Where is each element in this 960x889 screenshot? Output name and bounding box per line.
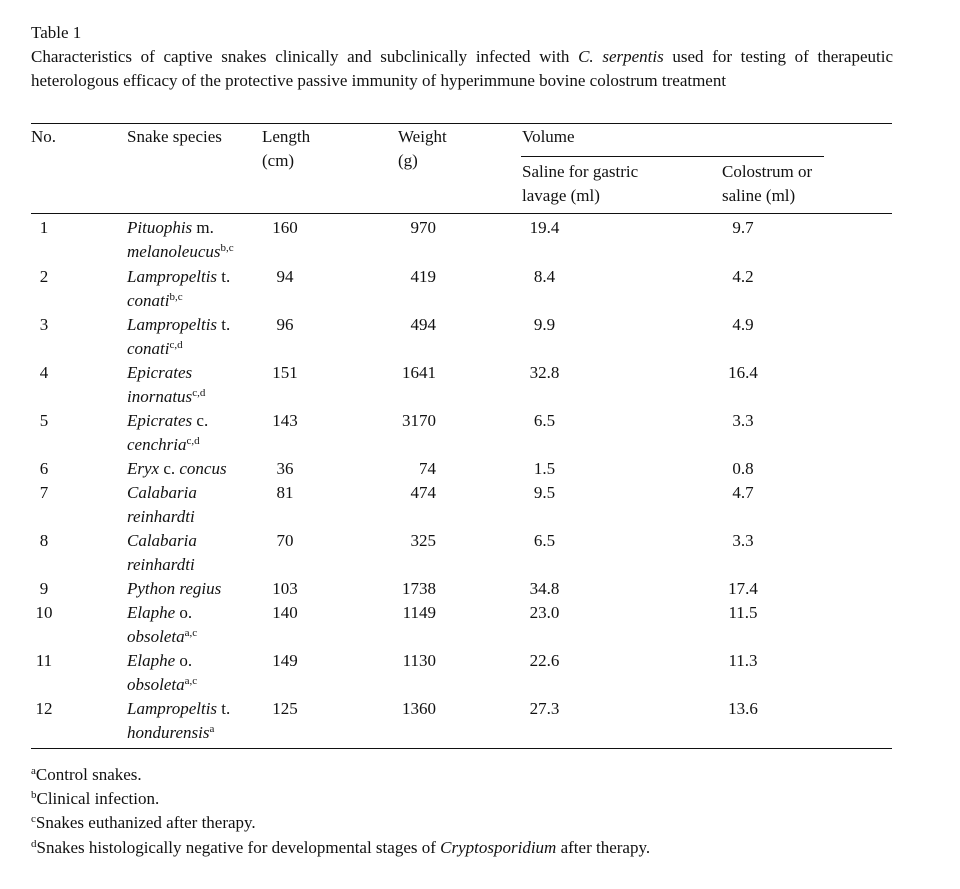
- caption-organism: C. serpentis: [578, 47, 664, 66]
- table-caption: [31, 45, 893, 93]
- cell-weight: 474: [410, 483, 436, 502]
- cell-colostrum: 0.8: [732, 459, 754, 478]
- table-row: [0, 409, 960, 459]
- footnote-a: [31, 763, 142, 787]
- header-volume: Volume: [522, 127, 575, 146]
- species-genus: Eryx: [127, 459, 160, 478]
- table-label: Table 1: [31, 23, 82, 42]
- cell-saline: 34.8: [529, 579, 560, 598]
- species-footnote-mark: c,d: [186, 435, 200, 447]
- species-genus: Elaphe: [127, 603, 176, 622]
- species-epithet: obsoleta: [127, 675, 185, 694]
- species-epithet: obsoleta: [127, 627, 185, 646]
- header-no: No.: [31, 127, 57, 146]
- cell-colostrum: 4.9: [732, 315, 754, 334]
- cell-length: 36: [276, 459, 294, 478]
- footnote-d-text-end: after therapy.: [556, 838, 651, 857]
- footnote-d-mark: d: [31, 838, 37, 850]
- species-abbrev: t.: [221, 315, 231, 334]
- cell-species: [127, 457, 262, 481]
- table-row: [0, 481, 960, 531]
- cell-no: 8: [39, 531, 49, 550]
- cell-species: [127, 577, 262, 601]
- cell-length: 140: [272, 603, 298, 622]
- cell-species: [127, 601, 262, 649]
- cell-weight: 3170: [402, 411, 436, 430]
- footnote-a-mark: a: [31, 765, 36, 777]
- species-epithet: conati: [127, 339, 170, 358]
- footnote-c-mark: c: [31, 813, 36, 825]
- header-bottom-rule: [31, 213, 892, 214]
- cell-species: [127, 649, 262, 697]
- cell-species: [127, 409, 262, 457]
- cell-species: [127, 313, 262, 361]
- species-abbrev: t.: [221, 267, 231, 286]
- species-footnote-mark: b,c: [169, 291, 183, 303]
- cell-weight: 325: [410, 531, 436, 550]
- cell-saline: 8.4: [533, 267, 556, 286]
- header-saline-line2: lavage (ml): [522, 186, 600, 205]
- header-weight-label: Weight: [398, 127, 447, 146]
- cell-colostrum: 3.3: [732, 411, 754, 430]
- species-abbrev: o.: [179, 603, 193, 622]
- header-weight-unit: (g): [398, 151, 418, 170]
- species-genus: Elaphe: [127, 651, 176, 670]
- cell-no: 2: [39, 267, 49, 286]
- species-epithet: inornatus: [127, 387, 193, 406]
- cell-weight: 74: [419, 459, 436, 478]
- cell-colostrum: 13.6: [728, 699, 758, 718]
- cell-species: [127, 697, 262, 745]
- table-row: [0, 601, 960, 651]
- header-weight: [398, 125, 447, 173]
- species-genus: Epicrates: [127, 363, 193, 382]
- header-colostrum-line1: Colostrum or: [722, 162, 813, 181]
- cell-weight: 1738: [402, 579, 436, 598]
- cell-no: 6: [39, 459, 49, 478]
- cell-colostrum: 4.2: [732, 267, 754, 286]
- species-epithet: conati: [127, 291, 170, 310]
- species-genus: Python: [127, 579, 176, 598]
- table-row: [0, 313, 960, 363]
- cell-length: 125: [272, 699, 298, 718]
- cell-weight: 1149: [402, 603, 436, 622]
- species-footnote-mark: b,c: [220, 242, 234, 254]
- species-footnote-mark: a,c: [184, 675, 198, 687]
- footnote-b-text: Clinical infection.: [36, 789, 160, 808]
- cell-colostrum: 17.4: [728, 579, 758, 598]
- cell-colostrum: 11.3: [728, 651, 758, 670]
- cell-no: 4: [39, 363, 49, 382]
- cell-length: 94: [276, 267, 294, 286]
- cell-no: 7: [39, 483, 49, 502]
- cell-no: 1: [39, 218, 49, 237]
- table-row: [0, 649, 960, 699]
- cell-colostrum: 4.7: [732, 483, 754, 502]
- species-epithet: reinhardti: [127, 555, 195, 574]
- cell-species: [127, 265, 262, 313]
- cell-weight: 1360: [402, 699, 436, 718]
- cell-no: 3: [39, 315, 49, 334]
- header-saline: [522, 160, 638, 208]
- table-row: [0, 361, 960, 411]
- cell-no: 11: [35, 651, 53, 670]
- cell-no: 5: [39, 411, 49, 430]
- volume-group-rule: [521, 156, 824, 157]
- table-row: [0, 529, 960, 579]
- cell-saline: 9.9: [533, 315, 556, 334]
- species-abbrev: m.: [196, 218, 214, 237]
- species-abbrev: c.: [196, 411, 209, 430]
- cell-no: 10: [35, 603, 53, 622]
- header-saline-line1: Saline for gastric: [522, 162, 639, 181]
- species-genus: Calabaria: [127, 531, 197, 550]
- header-length: [262, 125, 310, 173]
- species-genus: Lampropeltis: [127, 315, 218, 334]
- table-row: [0, 265, 960, 315]
- species-genus: Lampropeltis: [127, 267, 218, 286]
- cell-saline: 6.5: [533, 411, 556, 430]
- species-epithet: hondurensis: [127, 723, 210, 742]
- species-abbrev: t.: [221, 699, 231, 718]
- header-length-unit: (cm): [262, 151, 295, 170]
- footnote-c-text: Snakes euthanized after therapy.: [35, 813, 256, 832]
- header-colostrum: [722, 160, 812, 208]
- cell-saline: 19.4: [529, 218, 560, 237]
- species-genus: Pituophis: [127, 218, 193, 237]
- cell-saline: 27.3: [529, 699, 560, 718]
- species-genus: Calabaria: [127, 483, 197, 502]
- cell-length: 149: [272, 651, 298, 670]
- cell-length: 81: [276, 483, 294, 502]
- cell-species: [127, 481, 262, 529]
- cell-weight: 494: [410, 315, 436, 334]
- footnote-d-text-start: Snakes histologically negative for developmental stages of: [36, 838, 441, 857]
- cell-saline: 22.6: [529, 651, 560, 670]
- species-epithet: regius: [179, 579, 222, 598]
- species-epithet: concus: [179, 459, 227, 478]
- footnote-c: [31, 811, 256, 835]
- cell-weight: 1130: [402, 651, 436, 670]
- cell-weight: 1641: [402, 363, 436, 382]
- cell-saline: 32.8: [529, 363, 560, 382]
- header-species: Snake species: [127, 127, 222, 146]
- cell-length: 96: [276, 315, 294, 334]
- species-footnote-mark: c,d: [192, 387, 206, 399]
- species-footnote-mark: a: [209, 723, 215, 735]
- species-footnote-mark: a,c: [184, 627, 198, 639]
- cell-species: [127, 529, 262, 577]
- cell-weight: 419: [410, 267, 436, 286]
- species-epithet: melanoleucus: [127, 242, 221, 261]
- header-colostrum-line2: saline (ml): [722, 186, 796, 205]
- cell-colostrum: 3.3: [732, 531, 754, 550]
- cell-saline: 9.5: [533, 483, 556, 502]
- cell-colostrum: 11.5: [728, 603, 758, 622]
- cell-no: 9: [39, 579, 49, 598]
- table-row: [0, 697, 960, 747]
- species-epithet: reinhardti: [127, 507, 195, 526]
- species-abbrev: c.: [163, 459, 176, 478]
- cell-colostrum: 9.7: [732, 218, 754, 237]
- cell-saline: 6.5: [533, 531, 556, 550]
- cell-length: 143: [272, 411, 298, 430]
- species-genus: Lampropeltis: [127, 699, 218, 718]
- cell-length: 70: [276, 531, 294, 550]
- species-epithet: cenchria: [127, 435, 187, 454]
- species-genus: Epicrates: [127, 411, 193, 430]
- caption-text-end: used for testing of therapeutic heterologous efficacy of the protective passive immunity of hyperimmune bovine colostrum treatment: [31, 47, 893, 90]
- footnote-b-mark: b: [31, 789, 37, 801]
- cell-species: [127, 216, 262, 264]
- header-length-label: Length: [262, 127, 311, 146]
- footnote-b: [31, 787, 159, 811]
- cell-weight: 970: [410, 218, 436, 237]
- cell-saline: 23.0: [529, 603, 560, 622]
- footnote-d-genus: Cryptosporidium: [440, 838, 557, 857]
- table-row: [0, 216, 960, 266]
- footnote-a-text: Control snakes.: [35, 765, 142, 784]
- cell-length: 103: [272, 579, 298, 598]
- cell-colostrum: 16.4: [728, 363, 758, 382]
- footnote-d: [31, 836, 650, 860]
- cell-saline: 1.5: [533, 459, 556, 478]
- cell-no: 12: [35, 699, 53, 718]
- cell-length: 151: [272, 363, 298, 382]
- species-abbrev: o.: [179, 651, 193, 670]
- cell-length: 160: [272, 218, 298, 237]
- caption-text-start: Characteristics of captive snakes clinically and subclinically infected with: [31, 47, 579, 66]
- cell-species: [127, 361, 262, 409]
- table-bottom-rule: [31, 748, 892, 749]
- species-footnote-mark: c,d: [169, 339, 183, 351]
